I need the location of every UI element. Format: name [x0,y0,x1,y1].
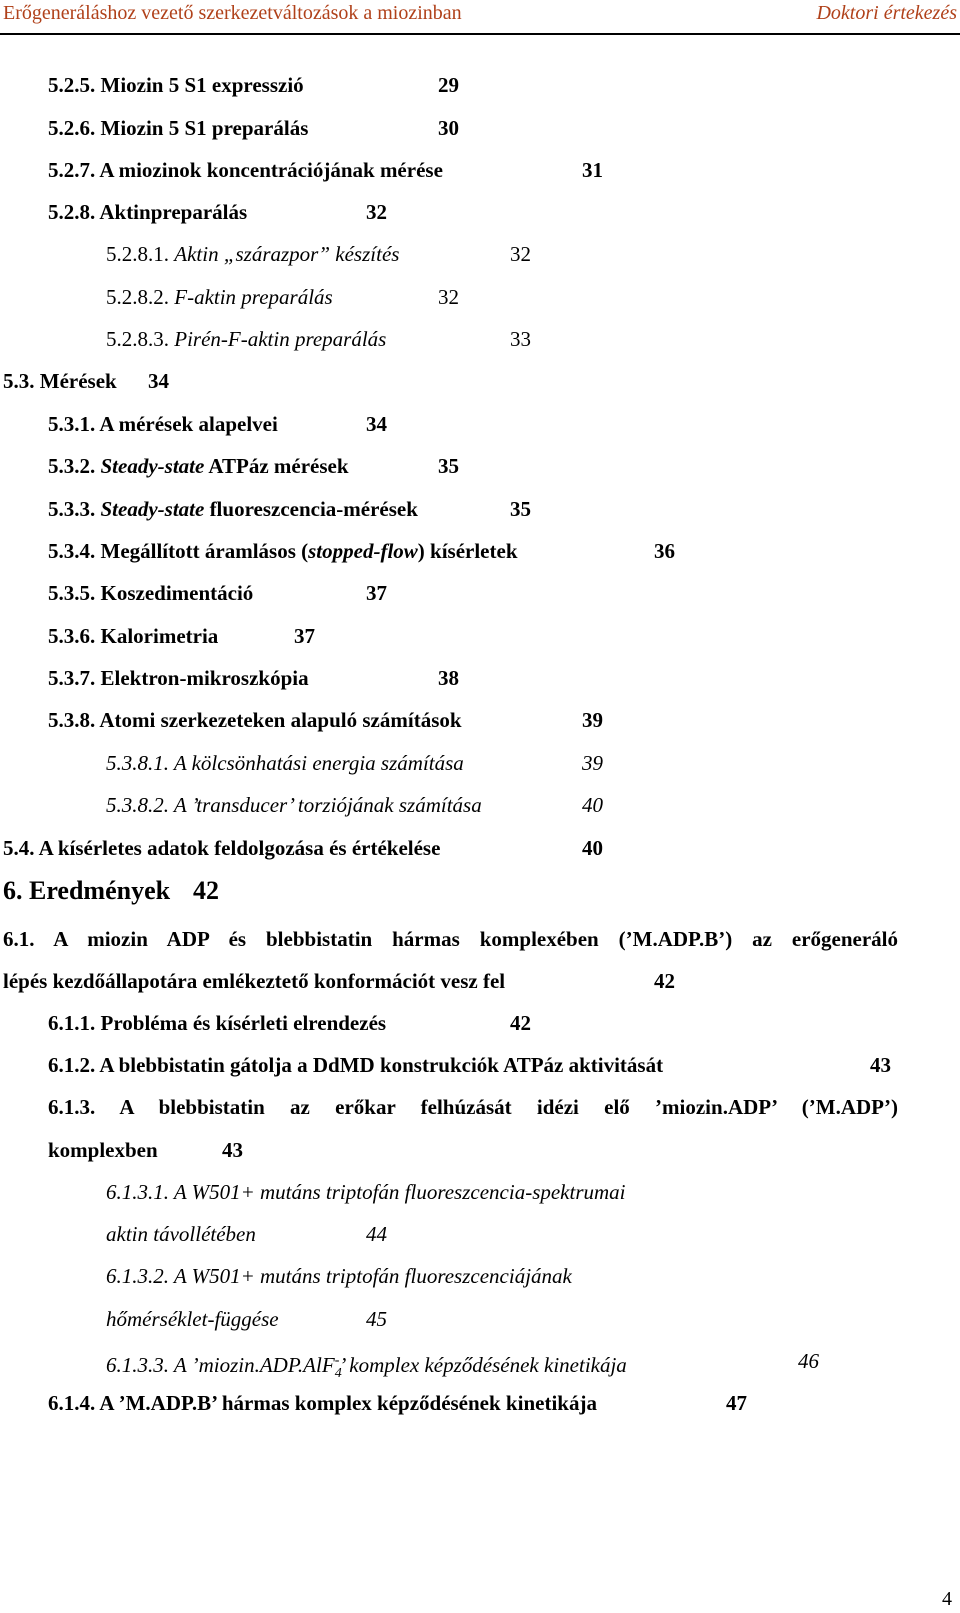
page-number: 47 [726,1391,747,1415]
toc-entry[interactable]: 5.3.1. A mérések alapelvei 34 [48,412,387,436]
page-number: 29 [438,73,459,97]
header-doc-type: Doktori értekezés [816,2,957,24]
toc-entry[interactable]: 6.1. A miozin ADP és blebbistatin hármas komplexében (’M.ADP.B’) az erőgeneráló [3,927,898,951]
toc-entry[interactable]: 6.1.4. A ’M.ADP.B’ hármas komplex képződésének kinetikája 47 [48,1391,747,1415]
toc-entry[interactable]: 6.1.3.2. A W501+ mutáns triptofán fluoreszcenciájának [106,1264,572,1288]
page-number: 46 [798,1349,819,1373]
page-number: 32 [510,242,531,266]
page-number: 35 [510,497,531,521]
toc-entry[interactable]: 5.4. A kísérletes adatok feldolgozása és értékelése 40 [3,836,603,860]
toc-entry[interactable]: 5.3.7. Elektron-mikroszkópia 38 [48,666,459,690]
page-number: 42 [654,969,675,993]
toc-entry[interactable]: 6.1.3.1. A W501+ mutáns triptofán fluoreszcencia-spektrumai [106,1180,626,1204]
toc-entry[interactable]: 5.3.5. Koszedimentáció 37 [48,581,387,605]
running-header [0,0,960,30]
toc-entry-continued[interactable]: lépés kezdőállapotára emlékeztető konformációt vesz fel 42 [3,969,675,993]
toc-entry-continued[interactable]: komplexben 43 [48,1138,243,1162]
page-number: 40 [582,793,603,817]
page-number: 45 [366,1307,387,1331]
page-number: 42 [193,876,219,905]
page-number: 39 [582,708,603,732]
page-number: 34 [148,369,169,393]
toc-entry[interactable]: 5.3.2. Steady-state ATPáz mérések 35 [48,454,459,478]
toc-entry[interactable]: 5.2.8.2. F-aktin preparálás 32 [106,285,459,309]
toc-entry-continued[interactable]: aktin távollétében 44 [106,1222,387,1246]
page-number: 39 [582,751,603,775]
toc-entry[interactable]: 5.2.8.3. Pirén-F-aktin preparálás 33 [106,327,531,351]
page-number: 40 [582,836,603,860]
page-number: 32 [438,285,459,309]
toc-entry[interactable]: 6.1.1. Probléma és kísérleti elrendezés 42 [48,1011,531,1035]
toc-entry[interactable]: 5.2.5. Miozin 5 S1 expresszió 29 [48,73,459,97]
toc-entry[interactable]: 5.3.8.1. A kölcsönhatási energia számítása 39 [106,751,603,775]
toc-entry[interactable]: 6.1.3.3. A ’miozin.ADP.AlF$_4$-’ komplex képződésének kinetikája 46 [106,1349,819,1382]
page-number: 31 [582,158,603,182]
toc-entry[interactable]: 5.3. Mérések 34 [3,369,169,393]
toc-entry[interactable]: 5.2.8.1. Aktin „szárazpor” készítés 32 [106,242,531,266]
page-number: 43 [222,1138,243,1162]
toc-entry[interactable]: 5.3.6. Kalorimetria 37 [48,624,315,648]
header-rule [0,33,960,35]
page-number: 30 [438,116,459,140]
page-number: 34 [366,412,387,436]
page-number: 37 [366,581,387,605]
page-number: 32 [366,200,387,224]
page-number: 36 [654,539,675,563]
page-footer-number: 4 [942,1588,952,1610]
page-number: 38 [438,666,459,690]
toc-entry[interactable]: 5.3.4. Megállított áramlásos (stopped-flow) kísérletek 36 [48,539,675,563]
page-number: 43 [870,1053,891,1077]
page-number: 42 [510,1011,531,1035]
toc-entry[interactable]: 5.3.8.2. A ’transducer’ torziójának számítása 40 [106,793,603,817]
toc-entry[interactable]: 5.2.8. Aktinpreparálás 32 [48,200,387,224]
page-number: 37 [294,624,315,648]
toc-entry[interactable]: 5.3.3. Steady-state fluoreszcencia-mérések 35 [48,497,531,521]
page-number: 44 [366,1222,387,1246]
toc-entry[interactable]: 6.1.2. A blebbistatin gátolja a DdMD konstrukciók ATPáz aktivitását 43 [48,1053,891,1077]
header-title: Erőgeneráláshoz vezető szerkezetváltozások a miozinban [3,2,462,24]
toc-chapter[interactable]: 6. Eredmények 42 [3,876,219,905]
toc-entry[interactable]: 6.1.3. A blebbistatin az erőkar felhúzását idézi elő ’miozin.ADP’ (’M.ADP’) [48,1095,898,1119]
toc-entry[interactable]: 5.3.8. Atomi szerkezeteken alapuló számítások 39 [48,708,603,732]
toc-entry[interactable]: 5.2.7. A miozinok koncentrációjának mérése 31 [48,158,603,182]
toc-entry[interactable]: 5.2.6. Miozin 5 S1 preparálás 30 [48,116,459,140]
toc-entry-continued[interactable]: hőmérséklet-függése 45 [106,1307,387,1331]
page-number: 35 [438,454,459,478]
page-number: 33 [510,327,531,351]
